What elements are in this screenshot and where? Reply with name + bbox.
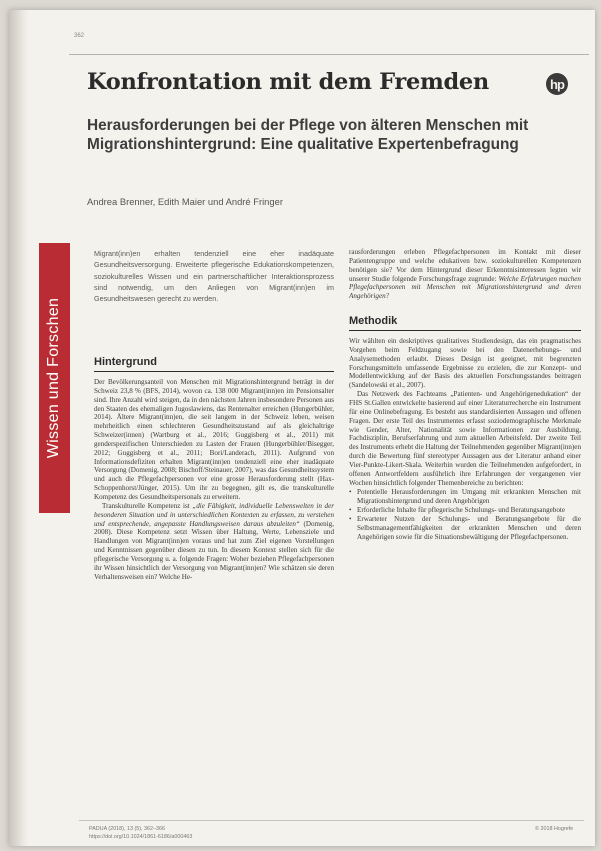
- journal-logo-text: hp: [550, 76, 564, 92]
- intro-text: rausforderungen erleben Pflegefachpersonen im Kontakt mit dieser Patientengruppe und welche edukativen bzw. soziokulturellen Kompetenzen benötigen sie? Vor dem Hintergrund dieser Erkenntnisinteressen legten wir unserer Studie folgende Forschungsfrage zugrunde:: [349, 248, 581, 283]
- list-item: • Erwarteter Nutzen der Schulungs- und Beratungsangebote für die Selbstmanagementfähigkeiten der erkrankten Menschen und deren Angehörigen sowie für die Situationsbewältigung der Pflegefachpersonen.: [349, 515, 581, 542]
- footer-rule-divider: [79, 820, 584, 821]
- list-item: • Potentielle Herausforderungen im Umgang mit erkrankten Menschen mit Migrationshintergrund und deren Angehörigen: [349, 488, 581, 506]
- research-question: Welche Erfahrungen machen Pflegefachpersonen mit Menschen mit Migrationshintergrund und deren Angehörigen?: [349, 274, 581, 301]
- right-column-intro: [349, 248, 581, 301]
- list-item: • Erforderliche Inhalte für pflegerische Schulungs- und Beratungsangebote: [349, 506, 581, 515]
- section-side-label: [39, 243, 70, 513]
- page-number: 362: [74, 33, 85, 39]
- left-column: [94, 356, 334, 581]
- top-rule-divider: [69, 54, 589, 55]
- footer-citation-doi[interactable]: https://doi.org/10.1024/1861-6186/a000463: [89, 834, 193, 840]
- footer-citation-journal: PADUA (2018), 13 (5), 362–366: [89, 826, 166, 832]
- methodik-body: [349, 337, 581, 541]
- section-side-label-text: Wissen und Forschen: [45, 297, 63, 459]
- hintergrund-p2-quote: „die Fähigkeit, individuelle Lebenswelten in der besonderen Situation und in unterschiedlichen Kontexten zu erfassen, zu verstehen und entsprechende, angepasste Handlungsweisen daraus abzuleiten“: [94, 501, 334, 528]
- heading-hintergrund: Hintergrund: [94, 356, 334, 372]
- hintergrund-paragraph-1: Der Bevölkerungsanteil von Menschen mit Migrationshintergrund beträgt in der Schweiz 23,8 % (BFS, 2014), wovon ca. 138 000 Migrant(inn)en im Pensionsalter sind. Ihre Anzahl wird steigen, da in den nächsten Jahren insbesondere Personen aus den Staaten des ehemaligen Jugoslawiens, das Rentenalter erreichen (Hungerbühler, 2014). Ältere Migrant(inn)en, die seit langem in der Schweiz leben, weisen mehrheitlich einen schlechteren Gesundheitszustand auf als gleichaltrige Schweizer(innen) (Wartburg et al., 2016; Guggisberg et al., 2011) mit genderspezifischen Unterschieden zu Lasten der Frauen (Hungerbühler/Bisegger, 2012; Guggisberg et al., 2011; Bori/Landerach, 2011). Aufgrund von Informationsdefiziten erhalten Migrant(inn)en tendenziell eine eher inadäquate Versorgung (Domenig, 2008; Bischoff/Steinauer, 2007), was das Gesundheitssystem und auch die Pflegefachpersonen vor eine grosse Herausforderung stellt (Hax-Schoppenhorst/Jünger, 2015). Um ihr zu begegnen, gilt es, die transkulturelle Kompetenz des Gesundheitspersonals zu erweitern.: [94, 378, 334, 501]
- article-authors: Andrea Brenner, Edith Maier und André Fringer: [87, 196, 283, 207]
- methodik-bullet-list: [349, 488, 581, 541]
- page-sheet: [9, 10, 595, 846]
- hintergrund-p2-lead: Transkulturelle Kompetenz ist: [102, 501, 193, 510]
- methodik-paragraph-2: Das Netzwerk des Fachteams „Patienten- und Angehörigenedukation“ der FHS St.Gallen entwickelte basierend auf einer Literaturrecherche ein Instrument für eine Onlinebefragung. Es besteht aus standardisierten Aussagen und offenen Fragen. Der erste Teil des Instrumentes erfasst soziodemographische Merkmale wie Gender, Alter, Nationalität sowie Informationen zur Ausbildung, Fachdisziplin, Berufserfahrung und zum aktuellen Arbeitsfeld. Der zweite Teil des Instruments erhebt die Haltung der Teilnehmenden gegenüber Migrant(inn)en durch die Bewertung fünf stereotyper Aussagen aus der Literatur anhand einer Vier-Punkte-Likert-Skala. Weiterhin wurden die Teilnehmenden aufgefordert, in offenen Antwortfeldern ausführlich ihre Erfahrungen der vergangenen vier Wochen hinsichtlich folgender Themenbereiche zu berichten:: [349, 390, 581, 487]
- article-subtitle: Herausforderungen bei der Pflege von älteren Menschen mit Migrationshintergrund: Eine qualitative Expertenbefragung: [87, 117, 529, 153]
- scan-gutter-shadow: [9, 10, 29, 846]
- article-abstract: Migrant(inn)en erhalten tendenziell eine eher inadäquate Gesundheitsversorgung. Erweiterte pflegerische Edukationskompetenzen, soziokulturelles Wissen und ein partnerschaftlicher Interaktionsprozess sind notwendig, um den Anliegen von Migrant(inn)en im Gesundheitswesen gerecht zu werden.: [94, 249, 334, 304]
- methodik-paragraph-1: Wir wählten ein deskriptives qualitatives Studiendesign, das ein pragmatisches Vorgehen beim Feldzugang sowie bei den Datenerhebungs- und Analysemethoden erlaubt. Dieses Design ist geeignet, mit begrenzten Forschungsmitteln umfassende Ergebnisse zu erzielen, die zur Konzept- und Modellentwicklung auf der Basis des aktuellen Forschungsstandes beitragen (Sandelowski et al., 2007).: [349, 337, 581, 390]
- hintergrund-body: [94, 378, 334, 581]
- heading-methodik: Methodik: [349, 315, 581, 331]
- hintergrund-p2-rest: (Domenig, 2008). Diese Kompetenz setzt Wissen über Haltung, Werte, Lebensziele und Handlungen von Migrant(inn)en voraus und hat zum Ziel eigenen Vorstellungen und Kenntnissen gegenüber diesen zu tun. In diesem Kontext stellen sich für die pflegerische Versorgung u. a. folgende Fragen: Woher beziehen Pflegefachpersonen ihr Wissen hinsichtlich der Versorgung von Migrant(inn)en? Wie schätzen sie deren Verhaltensweisen ein? Welche He-: [94, 519, 335, 581]
- footer-citation: [89, 825, 389, 841]
- right-column: [349, 248, 581, 541]
- footer-publisher: © 2018 Hogrefe: [535, 826, 574, 832]
- intro-paragraph: [349, 248, 581, 301]
- hintergrund-paragraph-2: [94, 502, 334, 582]
- article-title: Konfrontation mit dem Fremden: [87, 69, 489, 95]
- journal-logo-icon: [546, 73, 568, 95]
- methodik-section: [349, 315, 581, 541]
